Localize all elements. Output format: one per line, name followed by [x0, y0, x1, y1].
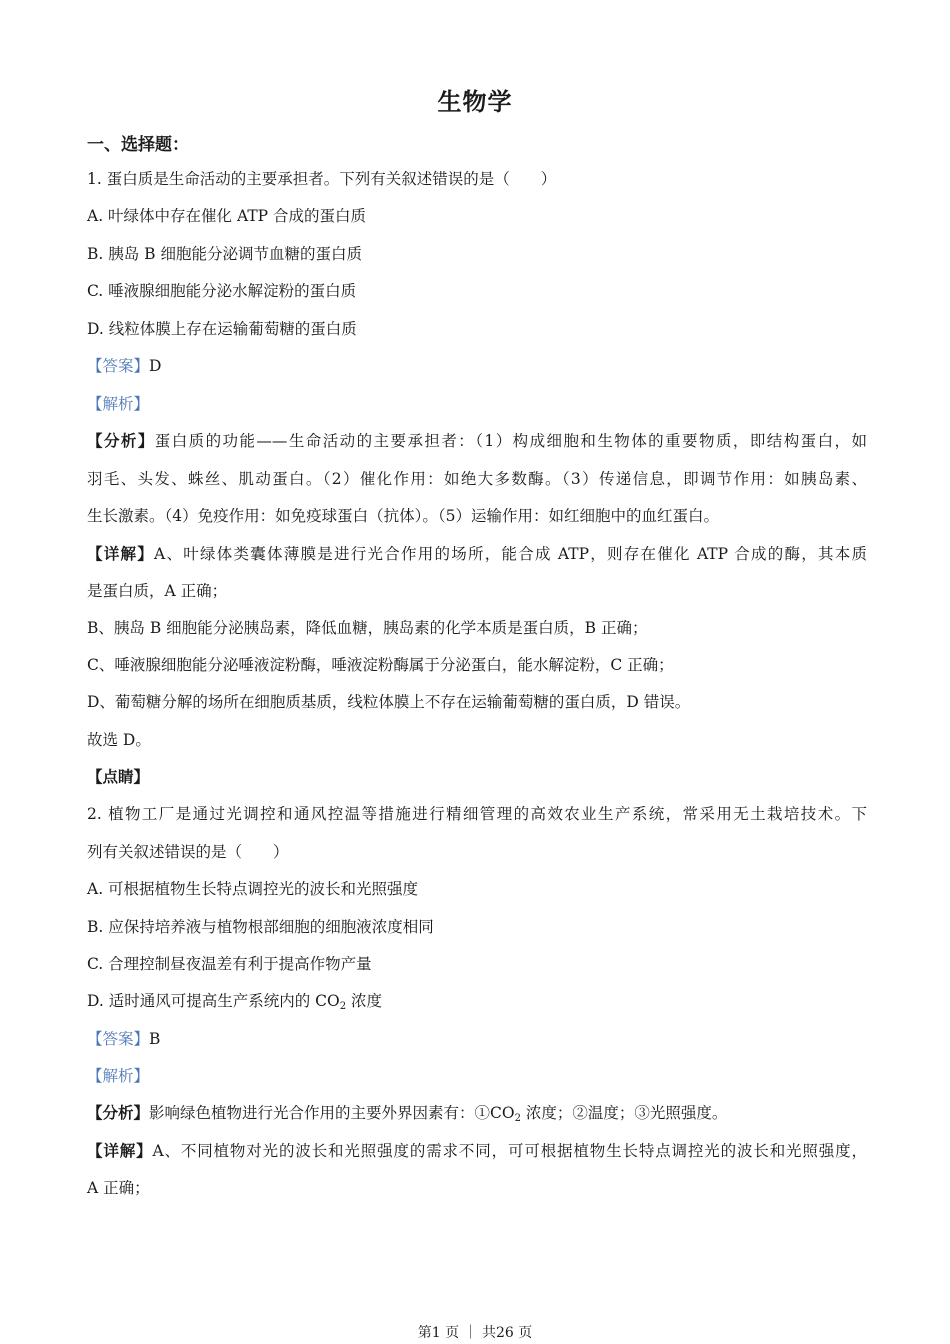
answer-value: D	[149, 357, 162, 375]
option-d-text: D. 适时通风可提高生产系统内的 CO	[87, 992, 340, 1010]
q2-option-c: C. 合理控制昼夜温差有利于提高作物产量	[87, 955, 372, 973]
xiangjie-label: 【详解】	[87, 544, 155, 563]
fenxi-label: 【分析】	[87, 431, 155, 450]
q1-xiangjie-line-5: D、葡萄糖分解的场所在细胞质基质，线粒体膜上不存在运输葡萄糖的蛋白质，D 错误。	[87, 693, 691, 711]
q1-option-a: A. 叶绿体中存在催化 ATP 合成的蛋白质	[87, 207, 367, 225]
answer-label: 【答案】	[87, 357, 150, 375]
q2-option-a: A. 可根据植物生长特点调控光的波长和光照强度	[87, 880, 419, 898]
q2-option-d	[87, 990, 867, 1012]
fenxi-text: 蛋白质的功能——生命活动的主要承担者：（1）构成细胞和生物体的重要物质，即结构蛋白，如	[154, 432, 867, 450]
q1-conclusion: 故选 D。	[87, 731, 151, 749]
xiangjie-label: 【详解】	[87, 1141, 153, 1160]
q1-option-c: C. 唾液腺细胞能分泌水解淀粉的蛋白质	[87, 282, 357, 300]
answer-label: 【答案】	[87, 1030, 150, 1048]
q1-xiangjie-line-1	[87, 543, 867, 565]
q1-xiangjie-line-3: B、胰岛 B 细胞能分泌胰岛素，降低血糖，胰岛素的化学本质是蛋白质，B 正确；	[87, 619, 648, 637]
q1-stem: 1. 蛋白质是生命活动的主要承担者。下列有关叙述错误的是（ ）	[87, 170, 557, 188]
q1-fenxi-line-3: 生长激素。（4）免疫作用：如免疫球蛋白（抗体）。（5）运输作用：如红细胞中的血红蛋白。	[87, 507, 719, 525]
xiangjie-text: A、不同植物对光的波长和光照强度的需求不同，可可根据植物生长特点调控光的波长和光照强度，	[152, 1142, 867, 1160]
fenxi-suffix: 浓度；②温度；③光照强度。	[520, 1104, 728, 1122]
q2-xiangjie-line-1	[87, 1140, 867, 1162]
q2-fenxi	[87, 1102, 867, 1124]
q1-xiangjie-line-4: C、唾液腺细胞能分泌唾液淀粉酶，唾液淀粉酶属于分泌蛋白，能水解淀粉，C 正确；	[87, 656, 674, 674]
q2-answer	[87, 1028, 867, 1050]
subscript: 2	[339, 1001, 347, 1012]
option-d-suffix: 浓度	[346, 992, 383, 1010]
section-heading: 一、选择题：	[87, 135, 189, 155]
q2-option-b: B. 应保持培养液与植物根部细胞的细胞液浓度相同	[87, 918, 434, 936]
q1-option-d: D. 线粒体膜上存在运输葡萄糖的蛋白质	[87, 320, 357, 338]
q1-analysis-label: 【解析】	[87, 395, 150, 413]
q1-answer	[87, 355, 867, 377]
subscript: 2	[514, 1113, 521, 1124]
q2-stem-line-2: 列有关叙述错误的是（ ）	[87, 843, 289, 861]
q2-xiangjie-line-2: A 正确；	[87, 1179, 150, 1197]
page-title: 生物学	[437, 87, 513, 116]
xiangjie-text: A、叶绿体类囊体薄膜是进行光合作用的场所，能合成 ATP，则存在催化 ATP 合成的酶，其本质	[154, 545, 867, 563]
q1-fenxi-line-2: 羽毛、头发、蛛丝、肌动蛋白。（2）催化作用：如绝大多数酶。（3）传递信息，即调节作用：如胰岛素、	[87, 470, 867, 488]
q1-fenxi-line-1	[87, 430, 867, 452]
q2-stem-line-1: 2. 植物工厂是通过光调控和通风控温等措施进行精细管理的高效农业生产系统，常采用无土栽培技术。下	[87, 805, 867, 823]
fenxi-text: 影响绿色植物进行光合作用的主要外界因素有：①CO	[149, 1104, 515, 1122]
answer-value: B	[149, 1030, 161, 1048]
q1-xiangjie-line-2: 是蛋白质，A 正确；	[87, 582, 228, 600]
q1-dianjing-label: 【点睛】	[87, 767, 150, 786]
q2-analysis-label: 【解析】	[87, 1067, 150, 1085]
q1-option-b: B. 胰岛 B 细胞能分泌调节血糖的蛋白质	[87, 245, 362, 263]
fenxi-label: 【分析】	[87, 1103, 150, 1122]
page-footer: 第1 页 ｜ 共26 页	[417, 1325, 533, 1341]
